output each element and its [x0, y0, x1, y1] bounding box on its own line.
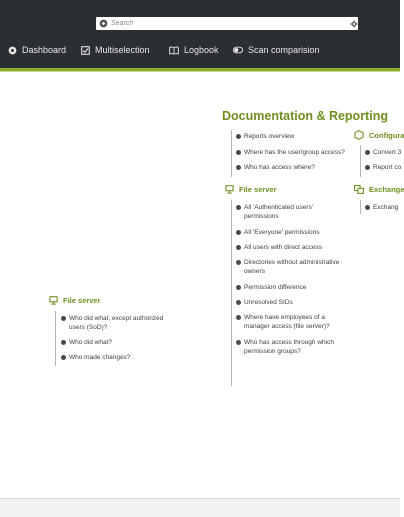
group-configuration: [354, 130, 404, 140]
item-label: Who has access where?: [244, 164, 315, 171]
nav-scan-comparison[interactable]: [233, 42, 320, 58]
bullet: [236, 340, 241, 345]
item-label: Convert 3: [373, 149, 402, 156]
item-label: Where have employees of a manager access (file server)?: [244, 314, 330, 330]
search-input[interactable]: [108, 18, 346, 29]
bullet: [236, 230, 241, 235]
list-item[interactable]: [244, 243, 344, 252]
server-icon: [49, 296, 58, 305]
list-item[interactable]: [244, 203, 344, 221]
bullet: [236, 134, 241, 139]
list-item[interactable]: [373, 163, 400, 172]
list-item[interactable]: [244, 338, 344, 356]
group-exchange-title: Exchange: [369, 185, 404, 194]
group-file-server-title: File server: [239, 185, 277, 194]
list-item[interactable]: [244, 298, 344, 307]
search-icon: [99, 19, 108, 28]
toggle-icon: [233, 46, 243, 54]
hexagon-icon: [354, 130, 364, 140]
group-file-server-audit-title: File server: [63, 296, 101, 305]
bullet: [236, 300, 241, 305]
file-server-divider: [231, 200, 232, 386]
configuration-divider: [360, 145, 361, 177]
list-item[interactable]: [244, 148, 354, 157]
list-item[interactable]: [244, 283, 344, 292]
bullet: [236, 150, 241, 155]
item-label: Unresolved SIDs: [244, 299, 293, 306]
group-file-server-audit: [49, 296, 101, 305]
bullet: [236, 285, 241, 290]
item-label: All users with direct access: [244, 244, 323, 251]
server-icon: [225, 185, 234, 194]
gear-icon[interactable]: [350, 20, 358, 28]
nav-dashboard[interactable]: [8, 42, 66, 58]
book-icon: [169, 46, 179, 55]
item-label: Who did what, except authorized users (SoD)?: [69, 315, 164, 331]
bullet: [365, 205, 370, 210]
item-label: Permission difference: [244, 284, 307, 291]
list-item[interactable]: [244, 163, 354, 172]
nav-dashboard-label: Dashboard: [22, 45, 67, 55]
item-label: All 'Authenticated users' permissions: [244, 204, 313, 220]
nav-logbook[interactable]: [169, 42, 219, 58]
bullet: [236, 165, 241, 170]
list-item[interactable]: [244, 228, 344, 237]
nav-scan-comparison-label: Scan comparision: [248, 45, 320, 55]
group-file-server: [225, 185, 277, 194]
bullet: [365, 150, 370, 155]
item-label: Who made changes?: [69, 354, 131, 361]
list-item[interactable]: [373, 203, 400, 212]
list-item[interactable]: [244, 258, 352, 276]
search-box[interactable]: [96, 17, 358, 30]
item-label: All 'Everyone' permissions: [244, 229, 320, 236]
exchange-icon: [354, 185, 364, 194]
dashboard-icon: [8, 46, 17, 55]
audit-divider: [55, 311, 56, 366]
bullet: [236, 205, 241, 210]
item-label: Reports overview: [244, 133, 295, 140]
item-label: Who has access through which permission groups?: [244, 339, 334, 355]
item-label: Exchang: [373, 204, 399, 211]
section-title-documentation: Documentation & Reporting: [222, 109, 388, 123]
bullet: [236, 260, 241, 265]
item-label: Report co: [373, 164, 402, 171]
bottom-bar: [0, 498, 400, 517]
accent-line-light: [0, 71, 400, 72]
item-label: Where has the user/group access?: [244, 149, 345, 156]
bullet: [61, 340, 66, 345]
item-label: Directories without administrative owners: [244, 259, 340, 275]
reports-divider: [231, 130, 232, 177]
bullet: [236, 245, 241, 250]
group-exchange: [354, 185, 404, 194]
nav-multiselection-label: Multiselection: [95, 45, 150, 55]
list-item[interactable]: [244, 313, 342, 331]
list-item[interactable]: [244, 132, 354, 141]
bullet: [61, 355, 66, 360]
item-label: Who did what?: [69, 339, 112, 346]
bullet: [61, 316, 66, 321]
list-item[interactable]: [69, 314, 179, 332]
bullet: [365, 165, 370, 170]
nav-logbook-label: Logbook: [184, 45, 219, 55]
checkbox-icon: [81, 46, 90, 55]
list-item[interactable]: [69, 338, 179, 347]
bullet: [236, 315, 241, 320]
nav-multiselection[interactable]: [81, 42, 150, 58]
exchange-divider: [360, 200, 361, 214]
group-configuration-title: Configura: [369, 130, 404, 140]
list-item[interactable]: [69, 353, 179, 362]
list-item[interactable]: [373, 148, 400, 157]
